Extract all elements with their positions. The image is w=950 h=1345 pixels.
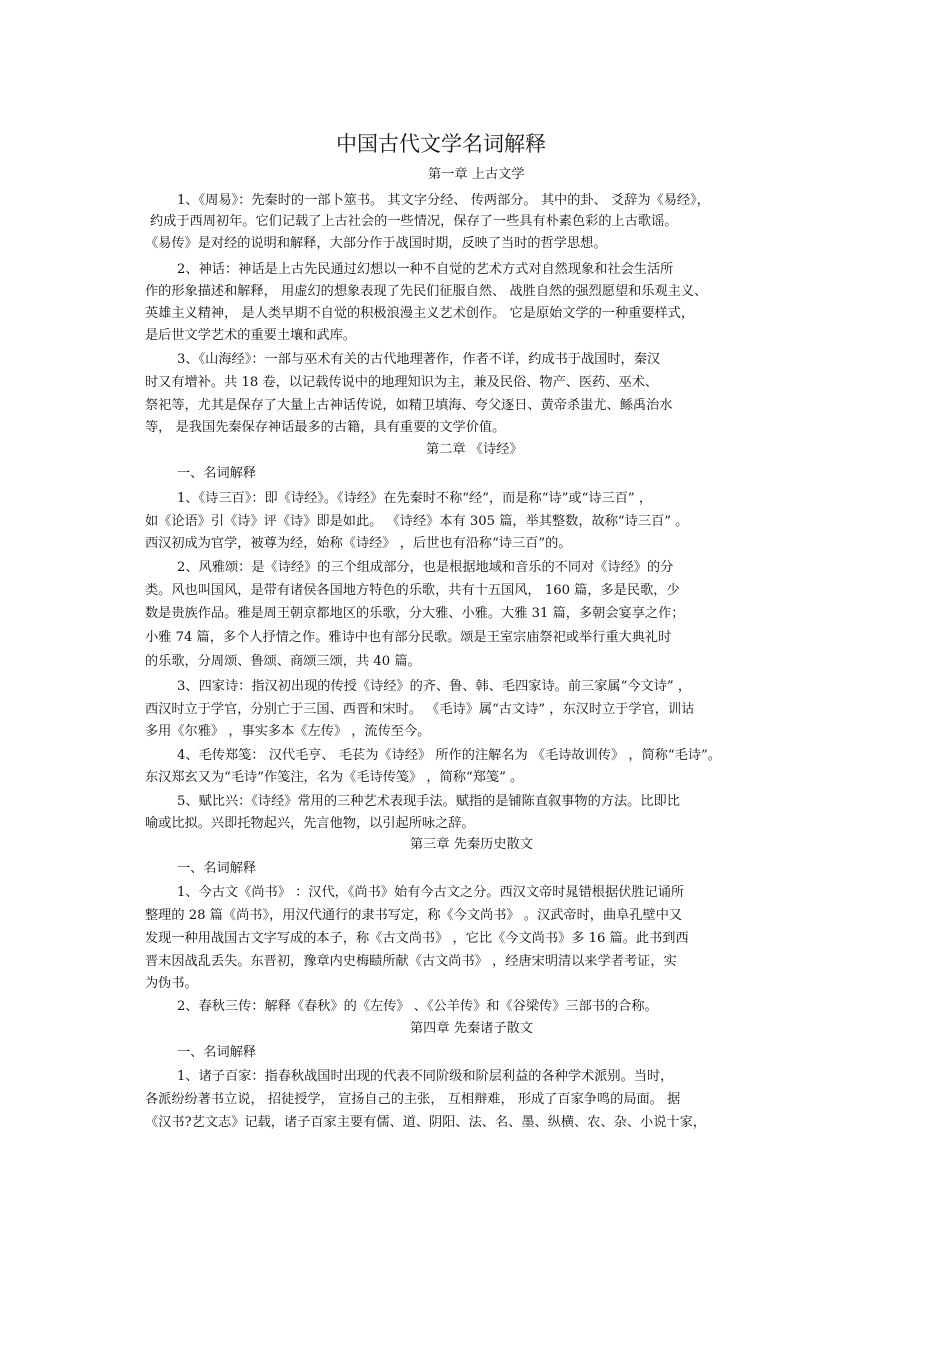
paragraph-line: 的乐歌，分周颂、鲁颂、商颂三颂，共 40 篇。 bbox=[145, 654, 421, 669]
paragraph-line: 2、神话：神话是上古先民通过幻想以一种不自觉的艺术方式对自然现象和社会生活所 bbox=[177, 262, 674, 277]
paragraph-line: 多用《尔雅》 ，事实多本《左传》 ，流传至今。 bbox=[145, 724, 431, 739]
paragraph-line: 3、四家诗：指汉初出现的传授《诗经》的齐、鲁、韩、毛四家诗。前三家属“今文诗” ， bbox=[177, 679, 691, 694]
paragraph-line: 各派纷纷著书立说， 招徒授学， 宣扬自己的主张， 互相辩难， 形成了百家争鸣的局面。 据 bbox=[145, 1092, 681, 1107]
section-heading: 一、名词解释 bbox=[177, 1045, 257, 1060]
chapter-heading-4: 第四章 先秦诸子散文 bbox=[410, 1021, 533, 1036]
paragraph-line: 东汉郑玄又为“毛诗”作笺注，名为《毛诗传笺》 ，简称“郑笺” 。 bbox=[145, 770, 524, 785]
chapter-heading-1: 第一章 上古文学 bbox=[428, 167, 525, 182]
paragraph-line: 喻或比拟。兴即托物起兴，先言他物，以引起所咏之辞。 bbox=[145, 816, 475, 831]
paragraph-line: 类。风也叫国风，是带有诸侯各国地方特色的乐歌，共有十五国风， 160 篇，多是民歌，少 bbox=[145, 583, 680, 598]
section-heading: 一、名词解释 bbox=[177, 861, 257, 876]
paragraph-line: 晋末因战乱丢失。东晋初，豫章内史梅赜所献《古文尚书》 ，经唐宋明清以来学者考证，实 bbox=[145, 954, 677, 969]
paragraph-line: 《易传》是对经的说明和解释，大部分作于战国时期，反映了当时的哲学思想。 bbox=[145, 236, 607, 251]
paragraph-line: 是后世文学艺术的重要土壤和武库。 bbox=[145, 328, 356, 343]
paragraph-line: 《汉书?艺文志》记载，诸子百家主要有儒、道、阴阳、法、名、墨、纵横、农、杂、小说十家， bbox=[145, 1115, 706, 1130]
paragraph-line: 时又有增补。共 18 卷，以记载传说中的地理知识为主，兼及民俗、物产、医药、巫术、 bbox=[145, 375, 659, 390]
paragraph-line: 5、赋比兴：《诗经》常用的三种艺术表现手法。赋指的是铺陈直叙事物的方法。比即比 bbox=[177, 794, 680, 809]
paragraph-line: 4、毛传郑笺： 汉代毛亨、 毛苌为《诗经》 所作的注解名为 《毛诗故训传》 ，简称“毛诗”。 bbox=[177, 748, 721, 763]
paragraph-line: 1、今古文《尚书》 ：汉代，《尚书》始有今古文之分。西汉文帝时晁错根据伏胜记诵所 bbox=[177, 885, 685, 900]
paragraph-line: 1、《诗三百》：即《诗经》。《诗经》在先秦时不称“经”，而是称“诗”或“诗三百” ， bbox=[177, 491, 653, 506]
paragraph-line: 发现一种用战国古文字写成的本子，称《古文尚书》 ，它比《今文尚书》多 16 篇。此书到西 bbox=[145, 931, 689, 946]
paragraph-line: 西汉初成为官学，被尊为经，始称《诗经》 ，后世也有沿称“诗三百”的。 bbox=[145, 536, 572, 551]
paragraph-line: 作的形象描述和解释， 用虚幻的想象表现了先民们征服自然、 战胜自然的强烈愿望和乐观主义、 bbox=[145, 284, 708, 299]
paragraph-line: 整理的 28 篇《尚书》，用汉代通行的隶书写定，称《今文尚书》 。汉武帝时，曲阜孔壁中又 bbox=[145, 908, 683, 923]
paragraph-line: 3、《山海经》：一部与巫术有关的古代地理著作，作者不详，约成书于战国时，秦汉 bbox=[177, 352, 661, 367]
document-title: 中国古代文学名词解释 bbox=[336, 132, 546, 156]
paragraph-line: 约成于西周初年。它们记载了上古社会的一些情况，保存了一些具有朴素色彩的上古歌谣。 bbox=[150, 214, 678, 229]
paragraph-line: 西汉时立于学官，分别亡于三国、西晋和宋时。 《毛诗》属“古文诗” ，东汉时立于学官，训诂 bbox=[145, 702, 695, 717]
paragraph-line: 祭祀等，尤其是保存了大量上古神话传说，如精卫填海、夸父逐日、黄帝杀蚩尤、鲧禹治水 bbox=[145, 398, 673, 413]
paragraph-line: 英雄主义精神， 是人类早期不自觉的积极浪漫主义艺术创作。 它是原始文学的一种重要样式， bbox=[145, 306, 695, 321]
paragraph-line: 2、春秋三传：解释《春秋》的《左传》 、《公羊传》和《谷梁传》三部书的合称。 bbox=[177, 999, 658, 1014]
chapter-heading-3: 第三章 先秦历史散文 bbox=[410, 837, 533, 852]
paragraph-line: 1、《周易》：先秦时的一部卜筮书。 其文字分经、 传两部分。 其中的卦、 爻辞为《易经》， bbox=[177, 193, 710, 208]
paragraph-line: 数是贵族作品。雅是周王朝京都地区的乐歌，分大雅、小雅。大雅 31 篇，多朝会宴享之作； bbox=[145, 606, 685, 621]
chapter-heading-2: 第二章 《诗经》 bbox=[426, 442, 523, 457]
paragraph-line: 1、诸子百家：指春秋战国时出现的代表不同阶级和阶层利益的各种学术派别。当时， bbox=[177, 1069, 674, 1084]
paragraph-line: 等， 是我国先秦保存神话最多的古籍，具有重要的文学价值。 bbox=[145, 420, 506, 435]
paragraph-line: 小雅 74 篇，多个人抒情之作。雅诗中也有部分民歌。颂是王室宗庙祭祀或举行重大典礼时 bbox=[145, 630, 672, 645]
paragraph-line: 如《论语》引《诗》评《诗》即是如此。 《诗经》本有 305 篇，举其整数，故称“诗三百” 。 bbox=[145, 514, 689, 529]
paragraph-line: 为伪书。 bbox=[145, 976, 198, 991]
section-heading: 一、名词解释 bbox=[177, 466, 257, 481]
paragraph-line: 2、风雅颂：是《诗经》的三个组成部分，也是根据地域和音乐的不同对《诗经》的分 bbox=[177, 560, 674, 575]
